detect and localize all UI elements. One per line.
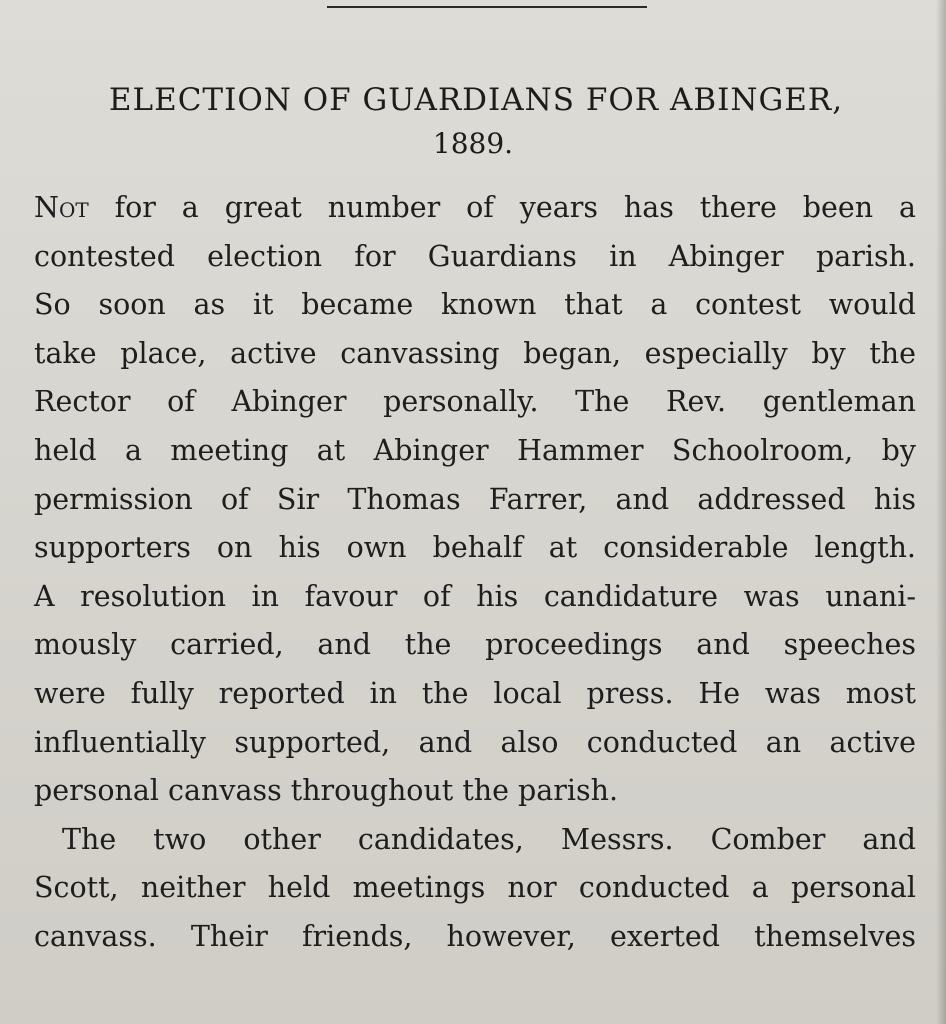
paragraph-1-line-3: So soon as it became known that a contest would xyxy=(34,288,916,322)
paragraph-2-line-2: Scott, neither held meetings nor conducted a personal xyxy=(34,871,916,905)
paragraph-1-line-8: supporters on his own behalf at considerable length. xyxy=(34,531,916,565)
paragraph-1-line-13: personal canvass throughout the parish. xyxy=(34,774,619,808)
paragraph-1-line-1: Not for a great number of years has there been a xyxy=(34,191,916,224)
paragraph-1-line-10: mously carried, and the proceedings and speeches xyxy=(34,628,916,662)
paragraph-1-line-9: A resolution in favour of his candidature was unani- xyxy=(34,579,916,613)
paragraph-1-line-5: Rector of Abinger personally. The Rev. gentleman xyxy=(34,385,916,419)
article-title: ELECTION OF GUARDIANS FOR ABINGER, xyxy=(108,82,844,118)
paragraph-2-line-3: canvass. Their friends, however, exerted themselves xyxy=(34,919,916,953)
paragraph-1-line-2: contested election for Guardians in Abinger parish. xyxy=(34,239,916,273)
paragraph-1-line-7: permission of Sir Thomas Farrer, and addressed his xyxy=(34,482,916,516)
article-body xyxy=(34,184,916,962)
paragraph-1-line-6: held a meeting at Abinger Hammer Schoolroom, by xyxy=(34,433,916,467)
paragraph-1-line-11: were fully reported in the local press. He was most xyxy=(34,676,916,710)
top-rule xyxy=(327,6,647,8)
article-headline xyxy=(0,80,946,162)
paragraph-2-line-1: The two other candidates, Messrs. Comber and xyxy=(62,822,916,856)
article-year: 1889. xyxy=(432,127,514,160)
paragraph-1-line-4: take place, active canvassing began, especially by the xyxy=(34,336,916,370)
paragraph-1-line-12: influentially supported, and also conducted an active xyxy=(34,725,916,759)
drop-lead-word: Not xyxy=(34,191,89,224)
page-edge-shadow xyxy=(936,0,946,1024)
